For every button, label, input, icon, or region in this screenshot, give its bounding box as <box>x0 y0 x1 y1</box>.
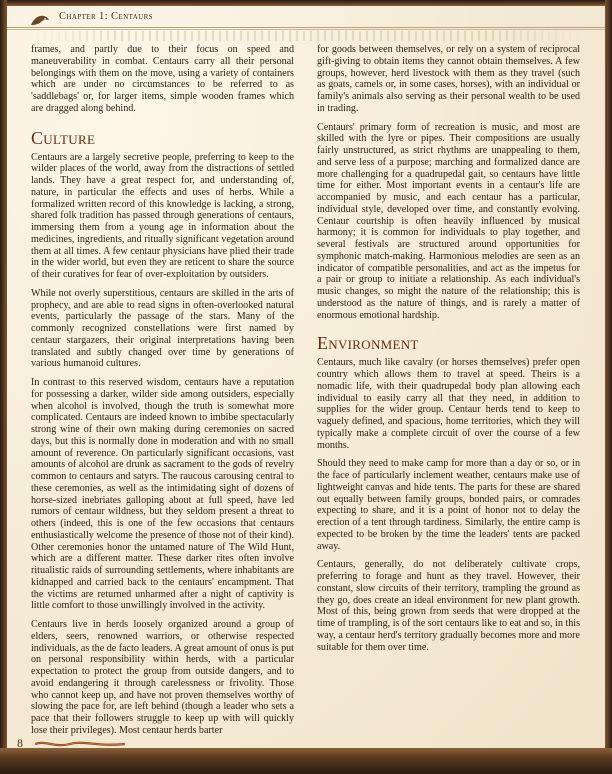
paragraph: Should they need to make camp for more than a day or so, or in the face of particularly inclement weather, centaurs make use of lightweight canvas and hide tents. The parts for these are shared out equally between family groups, bonded pairs, or comrades expecting to share, and it is a point of honor not to delay the erection of a tent through tardiness. Similarly, the entire camp is expected to be broken by the time the leaders' tents are packed away. <box>317 458 580 552</box>
scroll-flourish-icon <box>35 739 127 749</box>
right-column <box>317 44 580 734</box>
chapter-header-title: Chapter 1: Centaurs <box>59 11 153 22</box>
body-columns <box>0 44 612 734</box>
paragraph: Centaurs live in herds loosely organized around a group of elders, seers, renowned warriors, or otherwise respected individuals, as the de facto leaders. A great amount of onus is put on personal responsibility within herds, with a particular expectation to protect the group from outside dangers, and to avoid endangering it through carelessness or frivolity. Those who cannot keep up, and have not proven themselves worthy of slowing the pace for, are left behind (though a leader who sets a pace that their followers struggle to keep up with will quickly lose their privileges). Most centaur herds barter <box>31 619 294 736</box>
paragraph: Centaurs, much like cavalry (or horses themselves) prefer open country which allows them to travel at speed. Theirs is a nomadic life, with their quadrupedal body plan allowing each individual to easily carry all that they need, in addition to supplies for the wider group. Centaur herds tend to keep to vaguely defined, and spacious, home territories, which they will typically make a complete circuit of over the course of a few months. <box>317 357 580 451</box>
paragraph: While not overly superstitious, centaurs are skilled in the arts of prophecy, and are able to read signs in often-overlooked natural events, particularly the passage of the stars. Many of the commonly recognized constellations were first named by centaur stargazers, their original interpretations having been translated and subtly changed over time by generations of various humanoid cultures. <box>31 287 294 370</box>
section-heading-culture: Culture <box>31 127 96 148</box>
paragraph: Centaurs' primary form of recreation is music, and most are skilled with the lyre or pipes. Their compositions are usually fairly unstructured, as strict rhythms are unappealing to them, and serve less of a purpose; marching and formalized dance are more challenging for a quadrupedal gait, so centaurs have little time for either. Most important events in a centaur's life are accompanied by music, and each centaur has a particular, individual style, developed over time, and constantly evolving. Centaur courtship is often heavily influenced by musical harmony; it is common for individuals to play together, and several festivals are structured around opportunities for symphonic match-making. Harmonious melodies are seen as an indicator of compatible personalities, and act as the impetus for a pair or group to initiate a relationship. As each individual's music changes, so might the nature of the relationship; this is understood as the nature of things, and is rarely a matter of enormous emotional hardship. <box>317 121 580 321</box>
horse-head-ornament <box>29 14 51 27</box>
paragraph: Centaurs, generally, do not deliberately cultivate crops, preferring to forage and hunt as they travel. However, their constant, slow circuits of their territory, trampling the ground as they go, does create an ideal environment for new plant growth. Most of this, being grown from seeds that were dropped at the time of trampling, is of the sort centaurs like to eat and so, in this way, a centaur herd's territory gradually becomes more and more suitable for them over time. <box>317 559 580 653</box>
section-heading-environment: Environment <box>317 333 419 354</box>
paragraph: In contrast to this reserved wisdom, centaurs have a reputation for possessing a darker, wilder side among outsiders, especially when alcohol is involved, though the truth is somewhat more complicated. Centaurs are indeed known to imbibe spectacularly strong wine of their own making during ceremonies on sacred days, but this is normally done in moderation and with no small amount of reverence. On particularly significant occasions, vast amounts of alcohol are drunk as sacrament to the gods of revelry common to centaurs and satyrs. The raucous carousing central to these ceremonies, as well as the intimidating sight of dozens of horse-sized inebriates galloping about at full speed, have led rumors of centaur wildness, but they seldom present a threat to others (indeed, this is one of the few occasions that centaurs enthusiastically welcome the presence of those not of their kind). Other ceremonies honor the untamed nature of The Wild Hunt, which are a different matter. These darker rites often involve ritualistic raids of surrounding settlements, where inhabitants are kidnapped and carried back to the centaurs' encampment. That the victims are returned unharmed after a night of captivity is little comfort to those unwillingly involved in the activity. <box>31 377 294 612</box>
paragraph-continued-right: for goods between themselves, or rely on a system of reciprocal gift-giving to obtain items they cannot obtain themselves. A few groups, however, herd livestock with them as they travel (such as goats, camels or, in some cases, horses), with an individual or family's animals also serving as their personal wealth to be used in trading. <box>317 44 580 114</box>
page-footer <box>7 732 127 756</box>
header-rule <box>7 29 605 30</box>
paragraph: Centaurs are a largely secretive people, preferring to keep to the wilder places of the world, away from the distractions of settled lands. They have a great respect for, and understanding of, nature, in particular the effects and uses of herbs. While a formalized written record of this knowledge is lacking, a strong, shared folk tradition has passed through generations of centaurs, immersing them from a young age in information about the medicines, ingredients, and ritually significant vegetation around them at all times. A few centaur physicians have plied their trade in the wider world, but even they are reticent to share the source of their curatives for fear of over-exploitation by outsiders. <box>31 151 294 280</box>
header-decorative-band <box>30 31 582 41</box>
left-column <box>31 44 294 734</box>
paragraph-continued-left: frames, and partly due to their focus on speed and maneuverability in combat. Centaurs carry all their personal belongings with them on the move, using a variety of containers which are under no circumstances to be referred to as 'saddlebags' or, for larger items, simple wooden frames which are dragged along behind. <box>31 44 294 114</box>
page-number: 8 <box>17 738 23 750</box>
page-header <box>7 6 605 28</box>
